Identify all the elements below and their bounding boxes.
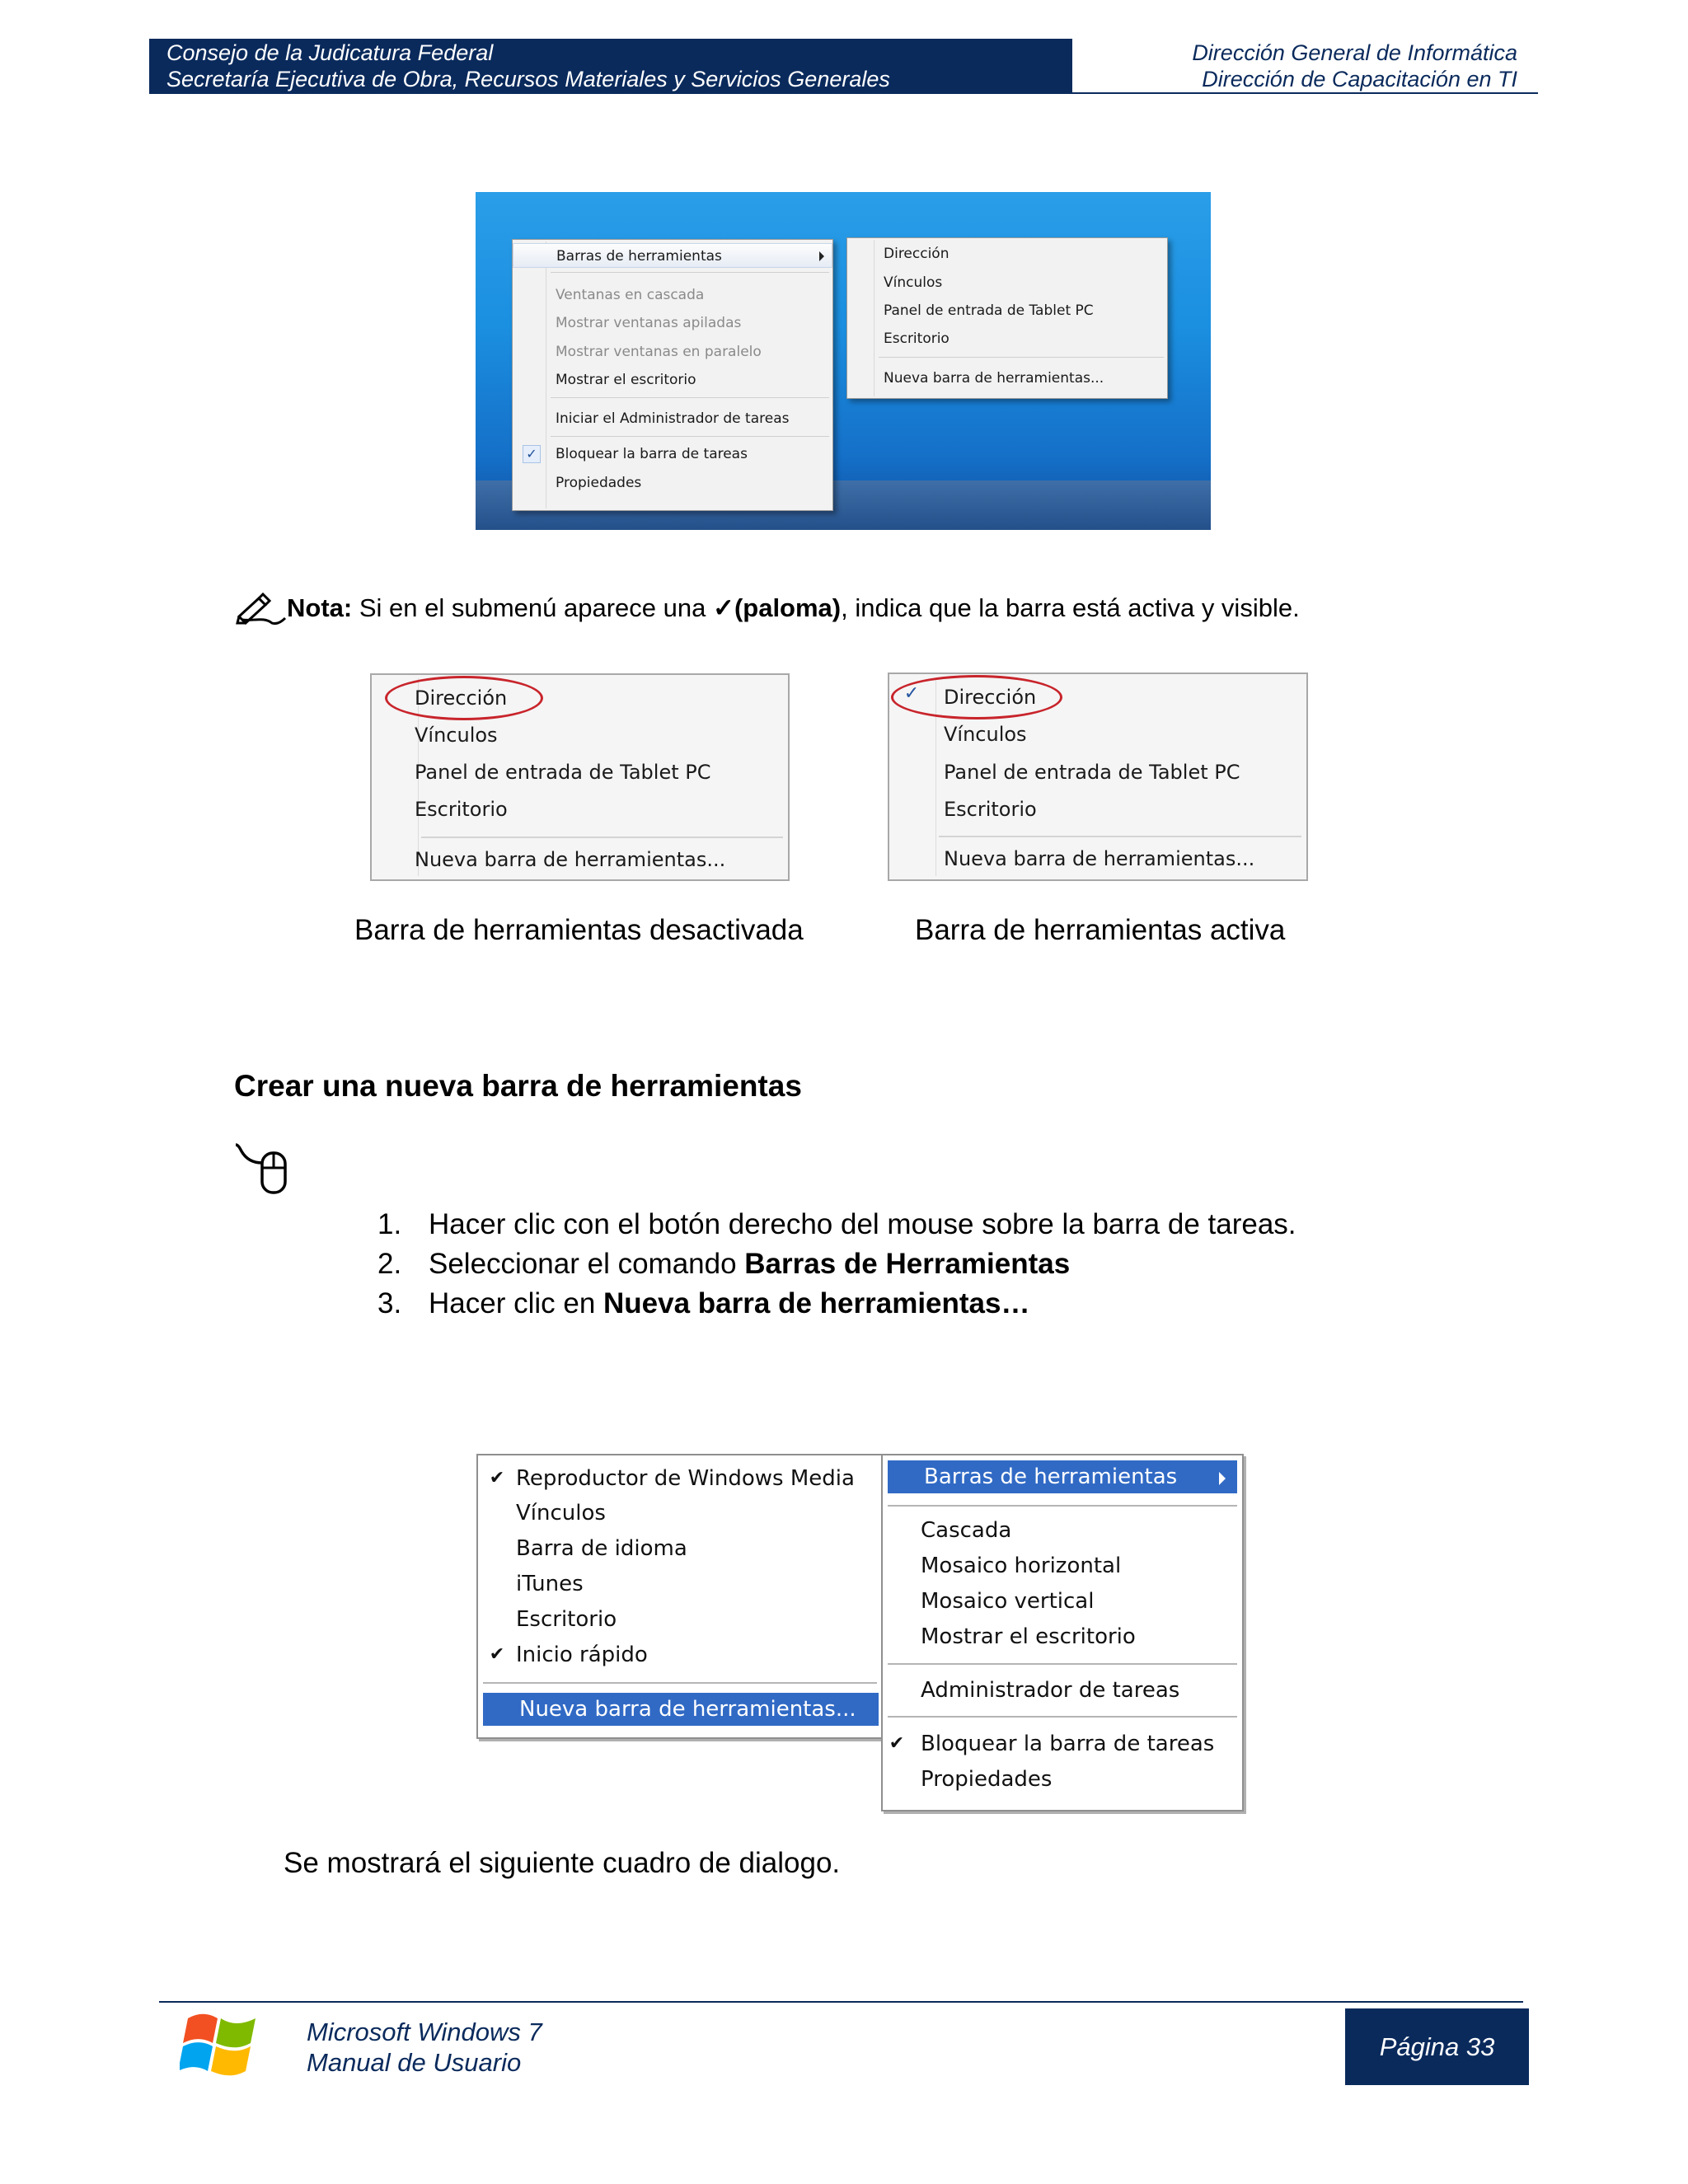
submenu-item-links: Vínculos	[884, 274, 943, 291]
highlight-oval	[891, 675, 1062, 719]
menu-separator	[939, 836, 1301, 837]
submenu-item-desktop: Escritorio	[415, 798, 508, 821]
check-icon: ✔	[489, 1644, 505, 1665]
menu-item-show-desktop: Mostrar el escritorio	[556, 372, 696, 388]
submenu-item-tablet-pc: Panel de entrada de Tablet PC	[944, 761, 1240, 784]
header-training: Dirección de Capacitación en TI	[1202, 67, 1517, 91]
menu-separator	[551, 436, 829, 437]
step-number: 1.	[377, 1208, 402, 1240]
header-rule	[149, 92, 1538, 94]
step-text: Seleccionar el comando	[429, 1248, 745, 1280]
menu-item-links: Vínculos	[516, 1501, 606, 1526]
menu-item-tile-vertical: Mosaico vertical	[921, 1589, 1095, 1614]
menu-item-stacked: Mostrar ventanas apiladas	[556, 315, 742, 331]
submenu-active-example	[888, 673, 1308, 881]
footer-rule	[159, 2001, 1523, 2003]
check-icon: ✔	[889, 1733, 905, 1754]
footer-manual: Manual de Usuario	[307, 2048, 522, 2077]
step-number: 3.	[377, 1287, 402, 1319]
caption-inactive: Barra de herramientas desactivada	[354, 914, 804, 946]
submenu-item-new-toolbar: Nueva barra de herramientas...	[944, 847, 1255, 870]
submenu-arrow-icon	[819, 251, 824, 261]
caption-active: Barra de herramientas activa	[915, 914, 1286, 946]
menu-item-show-desktop: Mostrar el escritorio	[921, 1624, 1136, 1649]
menu-item-itunes: iTunes	[516, 1572, 584, 1596]
menu-item-lock-taskbar: Bloquear la barra de tareas	[556, 446, 748, 462]
menu-item-language-bar: Barra de idioma	[516, 1536, 687, 1561]
menu-separator	[483, 1682, 877, 1684]
mouse-icon	[234, 1141, 293, 1197]
toolbars-list-menu	[476, 1454, 884, 1739]
note-check-label: ✓(paloma)	[712, 593, 842, 622]
menu-separator	[888, 1505, 1237, 1507]
note-text-after: , indica que la barra está activa y visible.	[841, 593, 1300, 622]
menu-item-cascade: Cascada	[921, 1518, 1012, 1543]
check-icon: ✓	[903, 683, 920, 704]
step-item	[377, 1205, 1296, 1244]
menu-item-cascade: Ventanas en cascada	[556, 287, 705, 303]
menu-item-toolbars: Barras de herramientas	[513, 243, 832, 268]
note-paragraph	[236, 592, 1300, 625]
menu-item-new-toolbar: Nueva barra de herramientas...	[483, 1693, 879, 1726]
pencil-note-icon	[236, 592, 287, 625]
menu-item-task-manager: Iniciar el Administrador de tareas	[556, 410, 790, 427]
check-icon: ✔	[489, 1468, 505, 1488]
menu-separator	[879, 357, 1164, 358]
step-command: Nueva barra de herramientas…	[603, 1287, 1030, 1319]
step-text: Hacer clic con el botón derecho del mouse sobre la barra de tareas.	[429, 1208, 1296, 1240]
menu-item-desktop: Escritorio	[516, 1607, 617, 1632]
menu-separator	[551, 397, 829, 398]
submenu-item-desktop: Escritorio	[884, 330, 950, 347]
submenu-item-links: Vínculos	[415, 724, 498, 747]
menu-item-quick-launch: Inicio rápido	[516, 1643, 648, 1667]
menu-item-lock-taskbar: Bloquear la barra de tareas	[921, 1732, 1215, 1756]
submenu-item-tablet-pc: Panel de entrada de Tablet PC	[415, 761, 711, 784]
submenu-item-address: Dirección	[884, 246, 950, 262]
submenu-item-new-toolbar: Nueva barra de herramientas...	[884, 370, 1104, 387]
footer-manual-title	[307, 2017, 542, 2078]
header-org-name: Consejo de la Judicatura Federal	[166, 40, 494, 65]
menu-item-media-player: Reproductor de Windows Media	[516, 1466, 855, 1491]
submenu-item-desktop: Escritorio	[944, 798, 1037, 821]
footer-product: Microsoft Windows 7	[307, 2018, 542, 2046]
step-item	[377, 1244, 1296, 1284]
menu-item-tile-horizontal: Mosaico horizontal	[921, 1554, 1122, 1578]
windows-logo-icon	[180, 2008, 262, 2083]
taskbar-xp-context-menu	[881, 1454, 1244, 1811]
menu-item-task-manager: Administrador de tareas	[921, 1678, 1180, 1703]
header-secretariat: Secretaría Ejecutiva de Obra, Recursos Materiales y Servicios Generales	[166, 67, 890, 91]
dialog-intro-text: Se mostrará el siguiente cuadro de dialogo.	[284, 1847, 841, 1879]
submenu-item-address: Dirección	[944, 686, 1037, 709]
check-icon: ✓	[523, 445, 541, 463]
header-right-block	[1088, 39, 1529, 93]
page-number: Página 33	[1345, 2008, 1529, 2085]
menu-separator	[888, 1663, 1237, 1665]
menu-separator	[888, 1716, 1237, 1718]
step-number: 2.	[377, 1248, 402, 1280]
highlight-oval	[385, 676, 543, 720]
taskbar-context-menu	[512, 239, 833, 511]
menu-item-properties: Propiedades	[921, 1767, 1053, 1792]
submenu-arrow-icon	[1219, 1472, 1226, 1485]
note-label: Nota:	[287, 593, 353, 622]
submenu-item-new-toolbar: Nueva barra de herramientas...	[415, 848, 726, 871]
submenu-item-address: Dirección	[415, 687, 508, 710]
menu-separator	[421, 837, 783, 838]
screenshot-win7-context-menu	[476, 192, 1211, 530]
submenu-item-tablet-pc: Panel de entrada de Tablet PC	[884, 302, 1094, 319]
step-text: Hacer clic en	[429, 1287, 604, 1319]
steps-list	[377, 1205, 1296, 1324]
menu-item-side-by-side: Mostrar ventanas en paralelo	[556, 344, 762, 360]
header-left-banner	[149, 39, 1072, 93]
step-item	[377, 1284, 1296, 1324]
menu-item-properties: Propiedades	[556, 475, 642, 491]
submenu-item-links: Vínculos	[944, 723, 1027, 746]
menu-item-toolbars: Barras de herramientas	[888, 1460, 1237, 1493]
step-command: Barras de Herramientas	[744, 1248, 1071, 1280]
header-direction: Dirección General de Informática	[1192, 40, 1517, 65]
section-heading: Crear una nueva barra de herramientas	[234, 1069, 802, 1103]
note-text-before: Si en el submenú aparece una	[352, 593, 713, 622]
toolbars-submenu	[846, 237, 1168, 399]
submenu-inactive-example	[370, 673, 790, 881]
menu-separator	[551, 272, 829, 273]
